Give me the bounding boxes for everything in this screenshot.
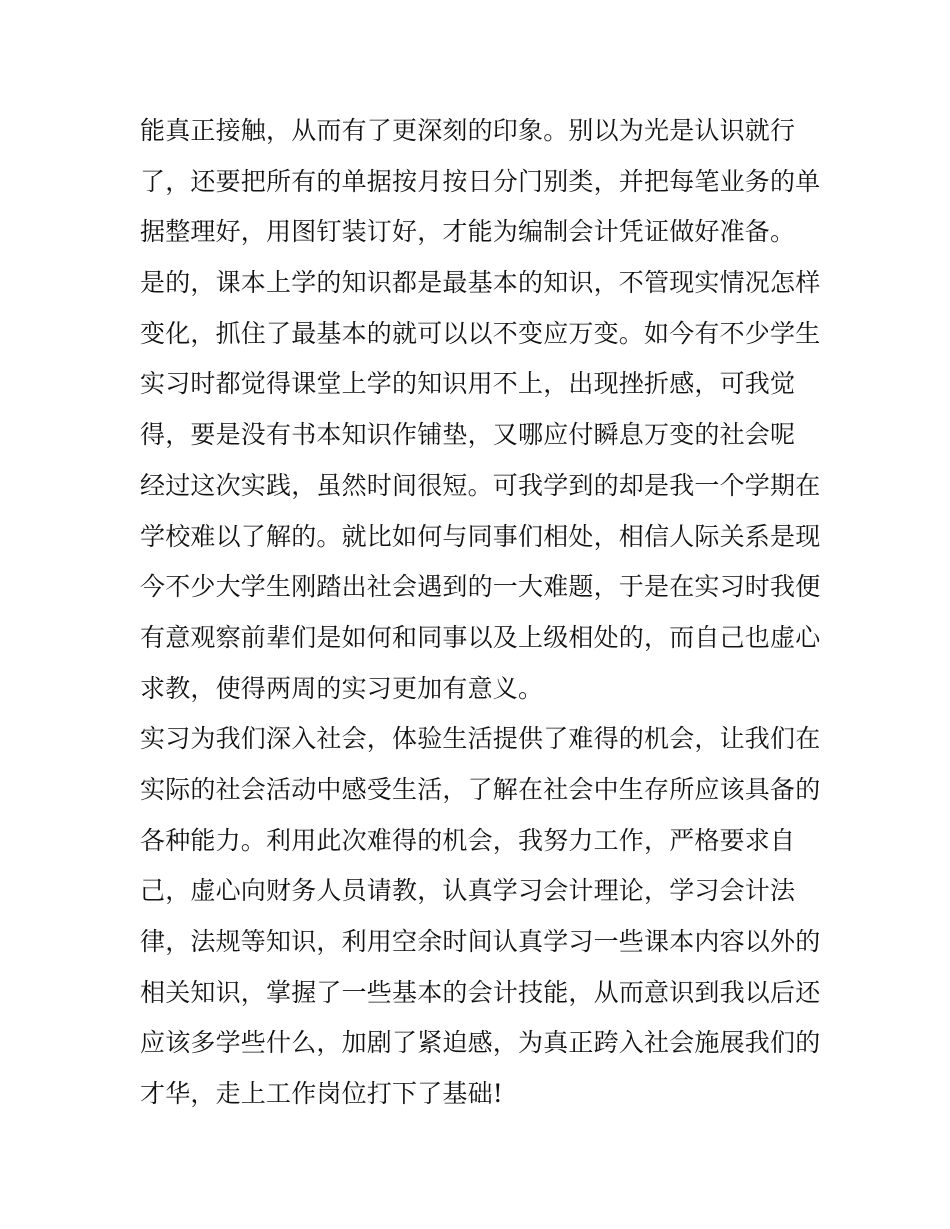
text-line: 有意观察前辈们是如何和同事以及上级相处的，而自己也虚心 (140, 622, 821, 652)
text-line: 己，虚心向财务人员请教，认真学习会计理论，学习会计法 (140, 876, 796, 906)
body-text (140, 106, 821, 1120)
text-line: 经过这次实践，虽然时间很短。可我学到的却是我一个学期在 (140, 470, 821, 500)
text-line: 是的，课本上学的知识都是最基本的知识，不管现实情况怎样 (140, 268, 821, 298)
text-line: 实际的社会活动中感受生活，了解在社会中生存所应该具备的 (140, 774, 821, 804)
text-line: 今不少大学生刚踏出社会遇到的一大难题，于是在实习时我便 (140, 572, 821, 602)
text-line: 变化，抓住了最基本的就可以以不变应万变。如今有不少学生 (140, 318, 821, 348)
text-line: 实习时都觉得课堂上学的知识用不上，出现挫折感，可我觉 (140, 369, 796, 399)
text-line: 能真正接触，从而有了更深刻的印象。别以为光是认识就行 (140, 116, 796, 145)
text-line: 据整理好，用图钉装订好，才能为编制会计凭证做好准备。 (140, 217, 796, 247)
text-line: 相关知识，掌握了一些基本的会计技能，从而意识到我以后还 (140, 977, 821, 1007)
text-line: 应该多学些什么，加剧了紧迫感，为真正跨入社会施展我们的 (140, 1028, 821, 1058)
text-line: 律，法规等知识，利用空余时间认真学习一些课本内容以外的 (140, 927, 821, 956)
text-line: 学校难以了解的。就比如何与同事们相处，相信人际关系是现 (140, 521, 821, 551)
text-line: 才华，走上工作岗位打下了基础! (140, 1079, 504, 1109)
text-line: 实习为我们深入社会，体验生活提供了难得的机会，让我们在 (140, 724, 821, 754)
text-line: 得，要是没有书本知识作铺垫，又哪应付瞬息万变的社会呢 (140, 420, 796, 450)
text-line: 求教，使得两周的实习更加有意义。 (140, 673, 544, 703)
text-line: 了，还要把所有的单据按月按日分门别类，并把每笔业务的单 (140, 166, 821, 196)
text-line: 各种能力。利用此次难得的机会，我努力工作，严格要求自 (140, 825, 796, 855)
